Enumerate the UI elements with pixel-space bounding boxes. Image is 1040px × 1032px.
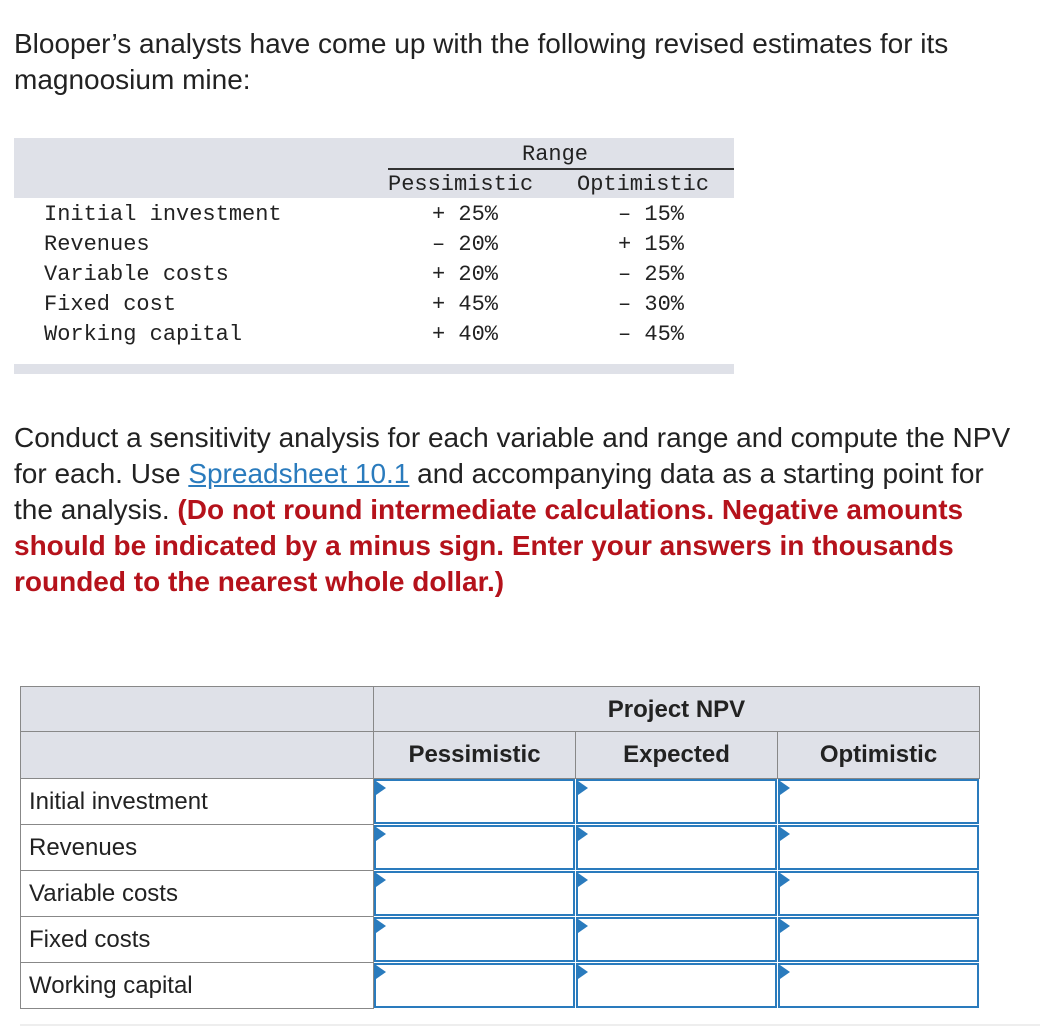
row-label-variable-costs: Variable costs — [20, 870, 374, 917]
npv-input-field[interactable] — [780, 873, 977, 914]
npv-input-fixed-costs-pessimistic[interactable] — [374, 917, 575, 962]
instructions — [14, 420, 1024, 600]
estimates-bottom-bar — [14, 364, 734, 374]
npv-input-field[interactable] — [376, 873, 573, 914]
npv-input-field[interactable] — [780, 965, 977, 1006]
estimate-label: Revenues — [44, 232, 150, 257]
input-flag-icon — [376, 827, 386, 841]
instructions-part2: and accompanying data as a starting point for the analysis. — [14, 458, 984, 525]
row-label-revenues: Revenues — [20, 824, 374, 871]
answer-table — [20, 686, 980, 1010]
npv-input-field[interactable] — [780, 781, 977, 822]
estimate-optimistic: + 15% — [618, 232, 685, 257]
input-flag-icon — [780, 781, 790, 795]
range-header: Range — [522, 142, 589, 167]
npv-input-working-capital-optimistic[interactable] — [778, 963, 979, 1008]
input-flag-icon — [578, 965, 588, 979]
optimistic-header: Optimistic — [577, 172, 710, 197]
estimate-pessimistic: + 20% — [432, 262, 499, 287]
input-flag-icon — [780, 919, 790, 933]
npv-input-field[interactable] — [376, 781, 573, 822]
npv-input-variable-costs-optimistic[interactable] — [778, 871, 979, 916]
intro-text: Blooper’s analysts have come up with the following revised estimates for its magnoosium mine: — [14, 28, 949, 95]
estimate-pessimistic: + 25% — [432, 202, 499, 227]
npv-input-field[interactable] — [578, 827, 775, 868]
input-flag-icon — [376, 965, 386, 979]
row-label-fixed-costs: Fixed costs — [20, 916, 374, 963]
range-rule — [388, 168, 734, 170]
estimate-label: Variable costs — [44, 262, 229, 287]
col-header-optimistic: Optimistic — [777, 731, 980, 779]
group-header-project-npv: Project NPV — [373, 686, 980, 732]
input-flag-icon — [376, 781, 386, 795]
npv-input-field[interactable] — [376, 965, 573, 1006]
estimate-label: Working capital — [44, 322, 243, 347]
npv-input-field[interactable] — [578, 781, 775, 822]
npv-input-field[interactable] — [578, 873, 775, 914]
npv-input-initial-investment-pessimistic[interactable] — [374, 779, 575, 824]
estimate-pessimistic: + 40% — [432, 322, 499, 347]
instructions-warning: (Do not round intermediate calculations. Negative amounts should be indicated by a minus sign. Enter your answers in thousands rounded to the nearest whole dollar.) — [14, 494, 964, 597]
estimate-optimistic: – 30% — [618, 292, 685, 317]
estimate-pessimistic: + 45% — [432, 292, 499, 317]
npv-input-revenues-expected[interactable] — [576, 825, 777, 870]
npv-input-field[interactable] — [578, 919, 775, 960]
bottom-divider — [20, 1024, 1040, 1026]
input-flag-icon — [376, 919, 386, 933]
input-flag-icon — [376, 873, 386, 887]
npv-input-fixed-costs-optimistic[interactable] — [778, 917, 979, 962]
instructions-part1: Conduct a sensitivity analysis for each variable and range and compute the NPV for each. Use — [14, 422, 1011, 489]
estimate-label: Initial investment — [44, 202, 282, 227]
estimate-optimistic: – 25% — [618, 262, 685, 287]
row-label-working-capital: Working capital — [20, 962, 374, 1009]
npv-input-variable-costs-pessimistic[interactable] — [374, 871, 575, 916]
npv-input-revenues-pessimistic[interactable] — [374, 825, 575, 870]
npv-input-working-capital-pessimistic[interactable] — [374, 963, 575, 1008]
estimate-label: Fixed cost — [44, 292, 177, 317]
npv-input-field[interactable] — [780, 827, 977, 868]
input-flag-icon — [780, 873, 790, 887]
corner-cell — [20, 686, 374, 732]
estimate-optimistic: – 15% — [618, 202, 685, 227]
npv-input-field[interactable] — [578, 965, 775, 1006]
npv-input-initial-investment-expected[interactable] — [576, 779, 777, 824]
input-flag-icon — [578, 919, 588, 933]
npv-input-field[interactable] — [376, 827, 573, 868]
pessimistic-header: Pessimistic — [388, 172, 534, 197]
estimate-pessimistic: – 20% — [432, 232, 499, 257]
npv-input-working-capital-expected[interactable] — [576, 963, 777, 1008]
npv-input-field[interactable] — [376, 919, 573, 960]
input-flag-icon — [578, 781, 588, 795]
row-label-initial-investment: Initial investment — [20, 778, 374, 825]
col-header-pessimistic: Pessimistic — [373, 731, 576, 779]
estimates-table — [14, 138, 734, 374]
spreadsheet-link[interactable]: Spreadsheet 10.1 — [188, 458, 410, 489]
estimate-optimistic: – 45% — [618, 322, 685, 347]
corner-cell-2 — [20, 731, 374, 779]
input-flag-icon — [780, 827, 790, 841]
npv-input-initial-investment-optimistic[interactable] — [778, 779, 979, 824]
input-flag-icon — [578, 873, 588, 887]
npv-input-variable-costs-expected[interactable] — [576, 871, 777, 916]
npv-input-field[interactable] — [780, 919, 977, 960]
input-flag-icon — [578, 827, 588, 841]
npv-input-fixed-costs-expected[interactable] — [576, 917, 777, 962]
input-flag-icon — [780, 965, 790, 979]
col-header-expected: Expected — [575, 731, 778, 779]
npv-input-revenues-optimistic[interactable] — [778, 825, 979, 870]
